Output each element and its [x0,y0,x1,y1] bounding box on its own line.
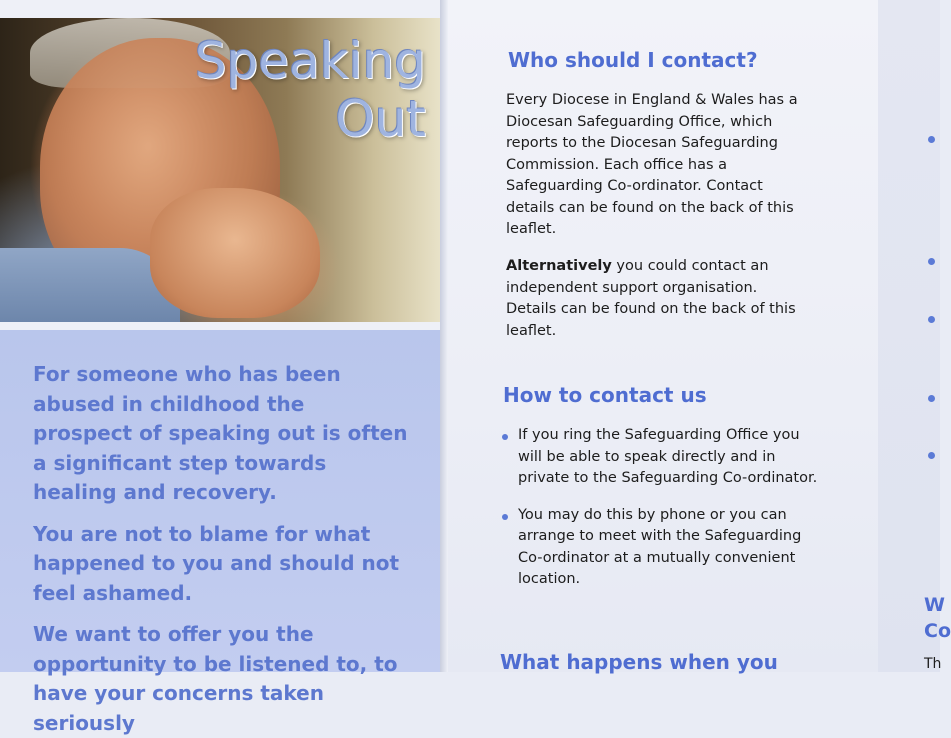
bullet-icon [928,136,935,143]
bullet-icon [502,514,508,520]
how-to-contact-list [500,425,820,606]
list-item [500,425,820,490]
intro-paragraph: You are not to blame for what happened to you and should not feel ashamed. [33,521,400,605]
what-happens-heading: What happens when you [500,650,778,674]
bullet-icon [928,452,935,459]
middle-panel [448,0,878,672]
cover-title-line2: Out [335,90,426,148]
bullet-icon [502,434,508,440]
alternatively-rest: you could contact an independent support organisation. Details can be found on the back of this leaflet. [506,258,796,339]
cover-photo [0,18,440,322]
bullet-icon [928,395,935,402]
who-to-contact-paragraph: Every Diocese in England & Wales has a Diocesan Safeguarding Office, which reports to the Diocesan Safeguarding Commission. Each office has a Safeguarding Co-ordinator. Contact details can be found on the back of this leaflet. [506,92,798,237]
alternatively-paragraph [506,256,806,342]
who-to-contact-heading: Who should I contact? [508,48,758,72]
photo-hand [150,188,320,318]
right-heading-line2: Co [924,620,951,642]
right-panel [878,0,951,672]
bullet-icon [928,316,935,323]
right-text-start: Th [924,656,942,672]
bullet-icon [928,258,935,265]
list-item-text: You may do this by phone or you can arrange to meet with the Safeguarding Co-ordinator at a mutually convenient location. [518,506,802,587]
right-heading-line1: W [924,594,945,616]
left-panel [0,0,440,735]
cover-title [195,32,426,148]
intro-paragraph: For someone who has been abused in childhood the prospect of speaking out is often a significant step towards healing and recovery. [33,362,408,504]
page-fold [440,0,448,672]
list-item [500,505,820,591]
intro-paragraph: We want to offer you the opportunity to be listened to, to have your concerns taken seriously [33,622,398,735]
how-to-contact-heading: How to contact us [503,383,707,407]
alternatively-bold: Alternatively [506,258,612,274]
list-item-text: If you ring the Safeguarding Office you will be able to speak directly and in private to the Safeguarding Co-ordinator. [518,427,818,486]
cover-title-line1: Speaking [194,32,426,90]
intro-box [0,330,440,735]
